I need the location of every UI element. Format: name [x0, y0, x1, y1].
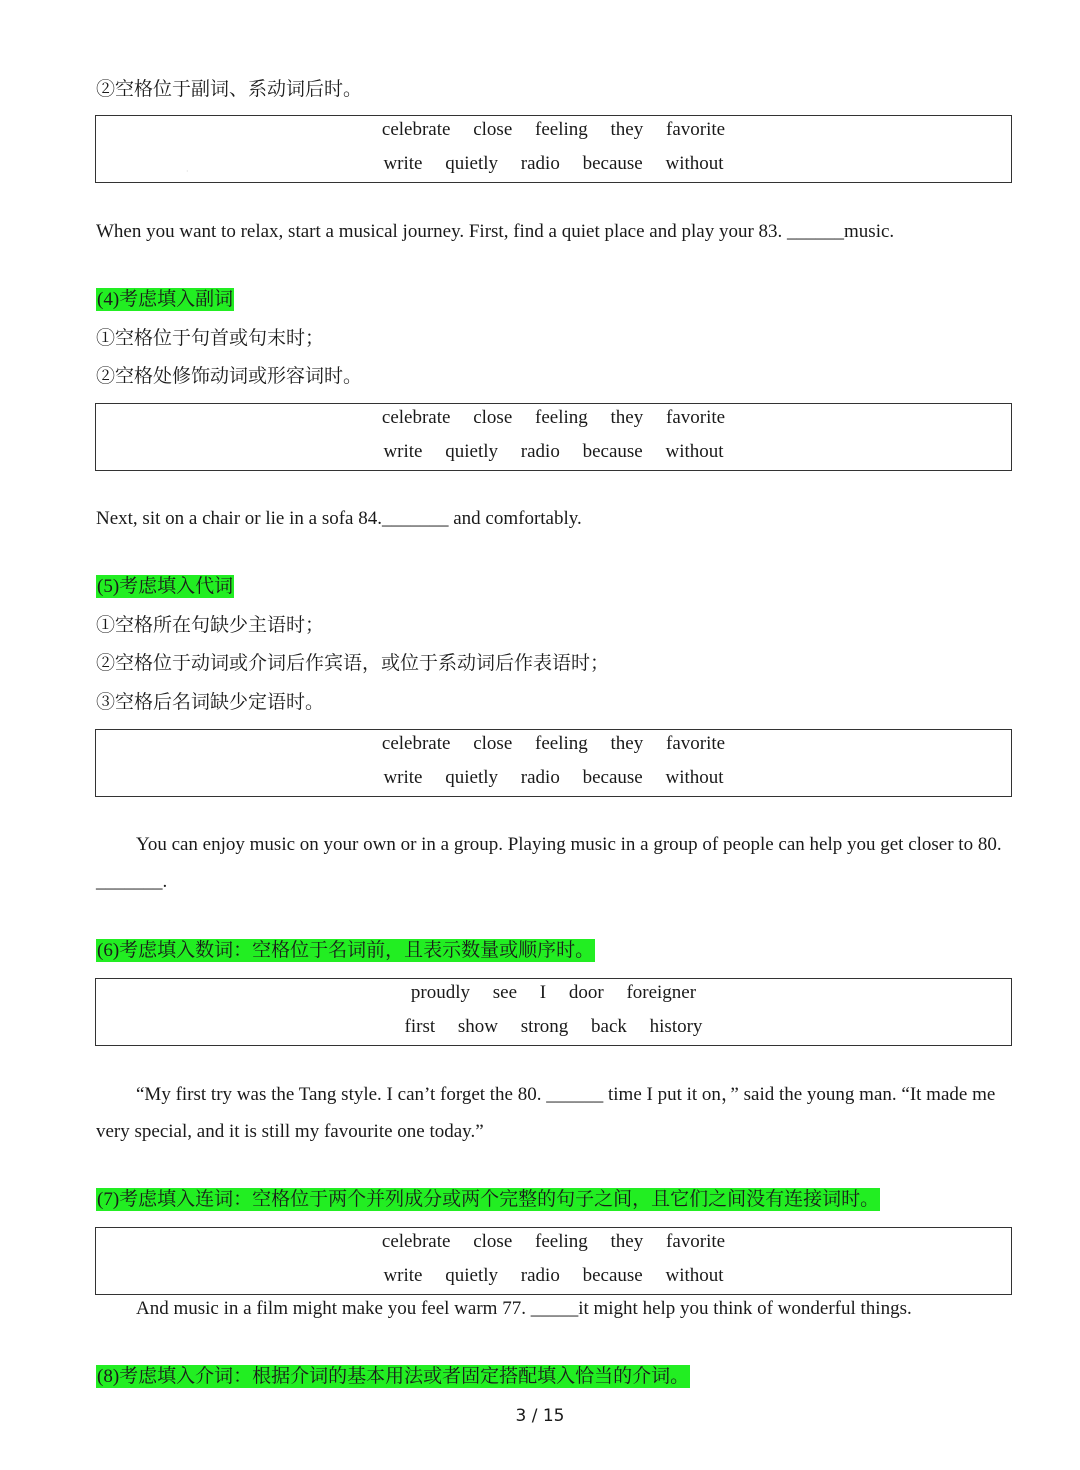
section-heading: [96, 1364, 690, 1390]
word-item: close: [473, 119, 513, 140]
word-item: because: [582, 1265, 643, 1286]
word-item: celebrate: [381, 1231, 451, 1252]
exercise-sentence: Next, sit on a chair or lie in a sofa 84._______ and comfortably.: [96, 508, 582, 529]
word-item: close: [473, 733, 513, 754]
rule-text: ②空格位于副词、系动词后时。: [96, 79, 363, 100]
word-item: quietly: [445, 1265, 499, 1286]
word-bank-row: [96, 766, 1011, 790]
exercise-sentence: And music in a film might make you feel warm 77. _____it might help you think of wonderful things.: [136, 1298, 912, 1319]
word-item: radio: [520, 767, 560, 788]
exercise-sentence: When you want to relax, start a musical journey. First, find a quiet place and play your 83. ______music.: [96, 221, 895, 242]
word-item: radio: [520, 441, 560, 462]
word-bank-row: [96, 152, 1011, 176]
rule-text: ②空格处修饰动词或形容词时。: [96, 366, 363, 387]
word-item: because: [582, 441, 643, 462]
word-item: quietly: [445, 767, 499, 788]
word-bank-box: [95, 978, 1012, 1046]
word-item: without: [665, 441, 724, 462]
rule-text: ③空格后名词缺少定语时。: [96, 692, 325, 713]
word-item: proudly: [410, 982, 471, 1003]
word-item: feeling: [535, 1231, 588, 1252]
word-bank-row: [96, 981, 1011, 1005]
word-item: see: [492, 982, 518, 1003]
word-item: back: [591, 1016, 627, 1037]
word-item: strong: [520, 1016, 569, 1037]
word-item: celebrate: [381, 733, 451, 754]
word-item: favorite: [666, 119, 726, 140]
word-item: without: [665, 767, 724, 788]
word-item: first: [404, 1016, 436, 1037]
word-item: without: [665, 1265, 724, 1286]
word-item: I: [539, 982, 547, 1003]
word-item: feeling: [535, 119, 588, 140]
word-item: favorite: [666, 407, 726, 428]
word-item: close: [473, 1231, 513, 1252]
section-heading: [96, 938, 595, 964]
word-item: feeling: [535, 407, 588, 428]
word-bank-box: [95, 403, 1012, 471]
word-bank-row: [96, 1264, 1011, 1288]
word-item: door: [568, 982, 604, 1003]
word-item: because: [582, 767, 643, 788]
section-heading: [96, 287, 234, 313]
word-bank-row: [96, 1015, 1011, 1039]
word-bank-box: [95, 1227, 1012, 1295]
word-item: celebrate: [381, 407, 451, 428]
rule-text: ②空格位于动词或介词后作宾语，或位于系动词后作表语时；: [96, 653, 610, 674]
highlighted-heading: (7)考虑填入连词：空格位于两个并列成分或两个完整的句子之间，且它们之间没有连接词时。: [97, 1189, 880, 1210]
exercise-paragraph: You can enjoy music on your own or in a group. Playing music in a group of people can help you get closer to 80. _______.: [96, 834, 1002, 892]
word-item: write: [383, 767, 423, 788]
highlighted-heading: (8)考虑填入介词：根据介词的基本用法或者固定搭配填入恰当的介词。: [97, 1366, 690, 1387]
word-bank-row: [96, 732, 1011, 756]
exercise-paragraph: “My first try was the Tang style. I can’t forget the 80. ______ time I put it on，” said the young man. “It made me very special, and it is still my favourite one today.”: [96, 1084, 996, 1142]
word-item: celebrate: [381, 119, 451, 140]
word-bank-row: [96, 1230, 1011, 1254]
word-item: foreigner: [626, 982, 697, 1003]
watermark: ·: [186, 167, 189, 176]
word-item: feeling: [535, 733, 588, 754]
rule-text: ①空格位于句首或句末时；: [96, 328, 325, 349]
word-item: without: [665, 153, 724, 174]
rule-text: ①空格所在句缺少主语时；: [96, 615, 325, 636]
word-item: they: [610, 119, 644, 140]
word-item: history: [649, 1016, 703, 1037]
word-bank-row: [96, 440, 1011, 464]
word-item: quietly: [445, 153, 499, 174]
word-item: write: [383, 441, 423, 462]
highlighted-heading: (5)考虑填入代词: [97, 576, 234, 597]
word-bank-row: [96, 406, 1011, 430]
word-bank-row: [96, 118, 1011, 142]
word-item: radio: [520, 153, 560, 174]
word-item: favorite: [666, 733, 726, 754]
highlighted-heading: (6)考虑填入数词：空格位于名词前，且表示数量或顺序时。: [97, 940, 595, 961]
word-item: favorite: [666, 1231, 726, 1252]
highlighted-heading: (4)考虑填入副词: [97, 289, 234, 310]
word-item: write: [383, 1265, 423, 1286]
section-heading: [96, 574, 234, 600]
word-item: write: [383, 153, 423, 174]
word-item: they: [610, 733, 644, 754]
word-item: quietly: [445, 441, 499, 462]
word-bank-box: [95, 729, 1012, 797]
section-heading: [96, 1187, 880, 1213]
word-item: show: [457, 1016, 499, 1037]
word-item: radio: [520, 1265, 560, 1286]
page-number: 3 / 15: [515, 1406, 565, 1426]
word-bank-box: [95, 115, 1012, 183]
word-item: close: [473, 407, 513, 428]
word-item: because: [582, 153, 643, 174]
word-item: they: [610, 1231, 644, 1252]
word-item: they: [610, 407, 644, 428]
